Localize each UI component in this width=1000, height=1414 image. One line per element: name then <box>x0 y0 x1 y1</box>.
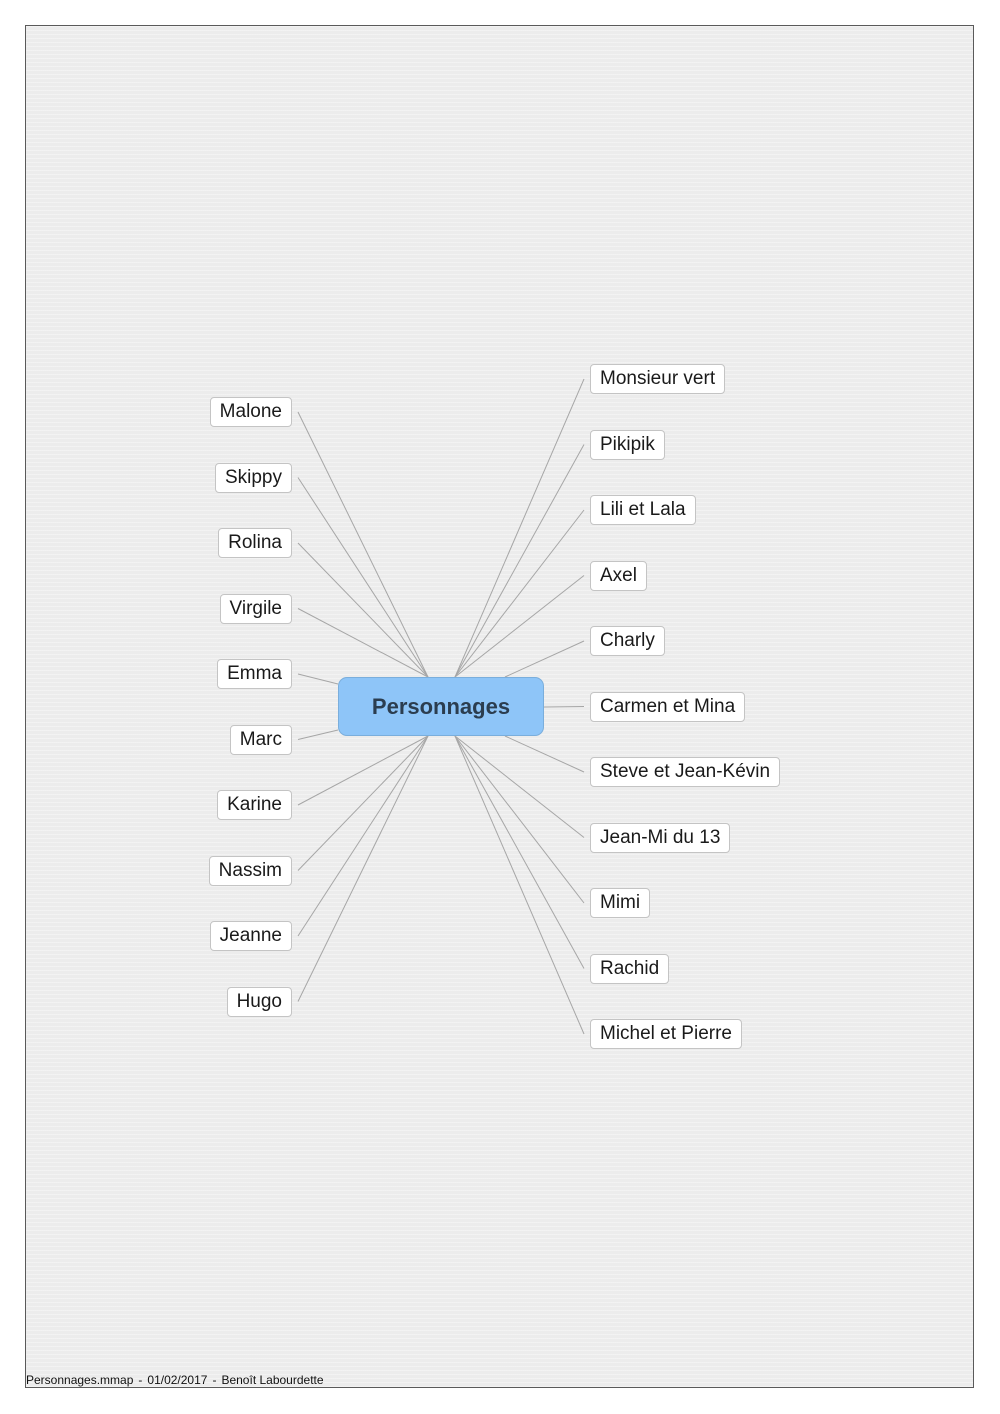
topic-marc[interactable]: Marc <box>230 725 292 755</box>
footer-filename: Personnages.mmap <box>26 1373 134 1387</box>
topic-jean-mi-du-13[interactable]: Jean-Mi du 13 <box>590 823 730 853</box>
topic-emma[interactable]: Emma <box>217 659 292 689</box>
topic-carmen-et-mina[interactable]: Carmen et Mina <box>590 692 745 722</box>
footer-author: Benoît Labourdette <box>221 1373 324 1387</box>
topic-rachid[interactable]: Rachid <box>590 954 669 984</box>
topic-hugo[interactable]: Hugo <box>227 987 292 1017</box>
topic-skippy[interactable]: Skippy <box>215 463 292 493</box>
topic-steve-et-jean-kevin[interactable]: Steve et Jean-Kévin <box>590 757 780 787</box>
topic-rolina[interactable]: Rolina <box>218 528 292 558</box>
central-topic[interactable]: Personnages <box>338 677 544 736</box>
topic-charly[interactable]: Charly <box>590 626 665 656</box>
footer-separator: - <box>212 1373 217 1387</box>
footer-separator: - <box>138 1373 143 1387</box>
topic-monsieur-vert[interactable]: Monsieur vert <box>590 364 725 394</box>
topic-malone[interactable]: Malone <box>210 397 292 427</box>
topic-lili-et-lala[interactable]: Lili et Lala <box>590 495 696 525</box>
footer-date: 01/02/2017 <box>147 1373 208 1387</box>
page-footer <box>26 1373 324 1387</box>
topic-pikipik[interactable]: Pikipik <box>590 430 665 460</box>
topic-axel[interactable]: Axel <box>590 561 647 591</box>
topic-virgile[interactable]: Virgile <box>220 594 292 624</box>
topic-karine[interactable]: Karine <box>217 790 292 820</box>
topic-nassim[interactable]: Nassim <box>209 856 292 886</box>
topic-jeanne[interactable]: Jeanne <box>210 921 292 951</box>
topic-michel-et-pierre[interactable]: Michel et Pierre <box>590 1019 742 1049</box>
topic-mimi[interactable]: Mimi <box>590 888 650 918</box>
